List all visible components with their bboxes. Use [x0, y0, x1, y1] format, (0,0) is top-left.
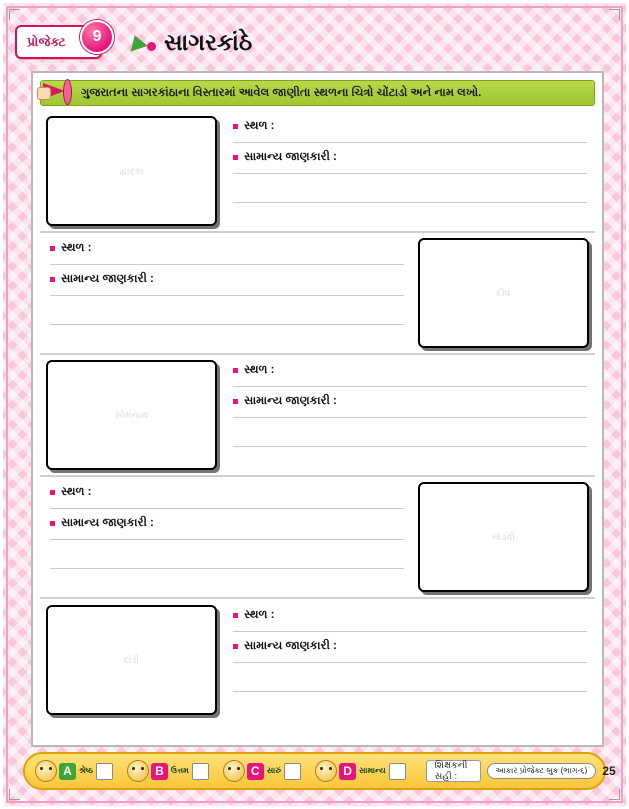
writing-line[interactable]: [50, 296, 404, 325]
grade-checkbox[interactable]: [96, 763, 113, 780]
place-field[interactable]: [233, 601, 587, 632]
worksheet-card: [31, 71, 604, 747]
bullet-icon: [50, 246, 55, 251]
bullet-icon: [233, 368, 238, 373]
answer-fields: [223, 597, 595, 724]
assessment-footer: [23, 752, 616, 790]
berry-icon: [147, 42, 156, 51]
grade-checkbox[interactable]: [192, 763, 209, 780]
grade-option-c[interactable]: [223, 760, 309, 782]
bullet-icon: [233, 399, 238, 404]
page-title: સાગરકાંઠે: [164, 28, 253, 55]
page-header: [15, 19, 614, 65]
activity-rows: [40, 111, 595, 739]
grade-word: સારું: [266, 766, 282, 775]
teacher-signature-label: શિક્ષકની સહી :: [434, 760, 468, 782]
photo-paste-box[interactable]: [46, 360, 217, 470]
writing-line[interactable]: [233, 692, 587, 720]
crop-mark-bottom-right: [609, 789, 620, 800]
grade-letter: D: [339, 763, 356, 780]
place-field[interactable]: [233, 356, 587, 387]
smiley-face-icon: [223, 760, 245, 782]
grade-letter: B: [151, 763, 168, 780]
grade-word: શ્રેષ્ઠ: [79, 766, 93, 775]
writing-line[interactable]: [233, 203, 587, 231]
writing-line[interactable]: [50, 540, 404, 569]
leaf-icon: [126, 33, 147, 52]
activity-row: [40, 477, 595, 599]
bullet-icon: [50, 490, 55, 495]
photo-caption: માંડવી: [492, 531, 515, 543]
photo-caption: દ્વારકા: [119, 165, 144, 177]
writing-line[interactable]: [233, 174, 587, 203]
general-info-label: સામાન્ય જાણકારી :: [244, 151, 337, 163]
photo-paste-box[interactable]: [46, 605, 217, 715]
smiley-face-icon: [127, 760, 149, 782]
answer-fields: [40, 230, 412, 357]
place-field[interactable]: [50, 234, 404, 265]
place-field[interactable]: [50, 478, 404, 509]
megaphone-icon: [35, 74, 79, 108]
answer-fields: [223, 108, 595, 235]
activity-row: [40, 599, 595, 721]
teacher-signature-field[interactable]: [426, 760, 481, 782]
general-info-label: સામાન્ય જાણકારી :: [244, 395, 337, 407]
photo-caption: દાંડી: [123, 654, 140, 666]
writing-line[interactable]: [233, 418, 587, 447]
project-badge: [15, 25, 102, 59]
place-label: સ્થળ :: [244, 609, 275, 621]
grade-option-a[interactable]: [35, 760, 121, 782]
general-info-field[interactable]: [233, 143, 587, 174]
grade-checkbox[interactable]: [389, 763, 406, 780]
book-tag: આકાર પ્રોજેક્ટ બુક (ભાગ-૬): [487, 763, 597, 779]
bullet-icon: [50, 521, 55, 526]
smiley-face-icon: [35, 760, 57, 782]
answer-fields: [40, 474, 412, 601]
project-label: પ્રોજેક્ટ: [27, 34, 67, 49]
general-info-label: સામાન્ય જાણકારી :: [61, 273, 154, 285]
grade-word: ઉત્તમ: [170, 766, 189, 775]
place-label: સ્થળ :: [244, 364, 275, 376]
instruction-bar: [40, 80, 595, 106]
bullet-icon: [233, 124, 238, 129]
smiley-face-icon: [315, 760, 337, 782]
writing-line[interactable]: [50, 325, 404, 353]
general-info-field[interactable]: [50, 265, 404, 296]
page-number: 25: [602, 764, 616, 778]
grade-word: સામાન્ય: [359, 766, 386, 775]
answer-fields: [223, 352, 595, 479]
activity-row: [40, 233, 595, 355]
writing-line[interactable]: [233, 663, 587, 692]
activity-row: [40, 355, 595, 477]
photo-caption: સોમનાથ: [114, 409, 149, 421]
general-info-field[interactable]: [233, 632, 587, 663]
place-label: સ્થળ :: [61, 242, 92, 254]
photo-paste-box[interactable]: [46, 116, 217, 226]
photo-paste-box[interactable]: [418, 238, 589, 348]
photo-paste-box[interactable]: [418, 482, 589, 592]
bullet-icon: [233, 644, 238, 649]
bullet-icon: [233, 155, 238, 160]
grade-letter: C: [247, 763, 264, 780]
instruction-text: ગુજરાતના સાગરકાંઠાના વિસ્તારમાં આવેલ જાણીતા સ્થળના ચિત્રો ચોંટાડો અને નામ લખો.: [81, 86, 482, 99]
grade-option-d[interactable]: [315, 760, 414, 782]
place-field[interactable]: [233, 112, 587, 143]
general-info-field[interactable]: [50, 509, 404, 540]
project-number: 9: [80, 20, 114, 54]
grade-checkbox[interactable]: [284, 763, 301, 780]
grade-option-b[interactable]: [127, 760, 217, 782]
place-label: સ્થળ :: [61, 486, 92, 498]
activity-row: [40, 111, 595, 233]
general-info-field[interactable]: [233, 387, 587, 418]
crop-mark-bottom-left: [9, 789, 20, 800]
bullet-icon: [50, 277, 55, 282]
bullet-icon: [233, 613, 238, 618]
general-info-label: સામાન્ય જાણકારી :: [244, 640, 337, 652]
place-label: સ્થળ :: [244, 120, 275, 132]
photo-caption: દીવ: [496, 287, 511, 299]
general-info-label: સામાન્ય જાણકારી :: [61, 517, 154, 529]
grade-letter: A: [59, 763, 76, 780]
writing-line[interactable]: [233, 447, 587, 475]
writing-line[interactable]: [50, 569, 404, 597]
